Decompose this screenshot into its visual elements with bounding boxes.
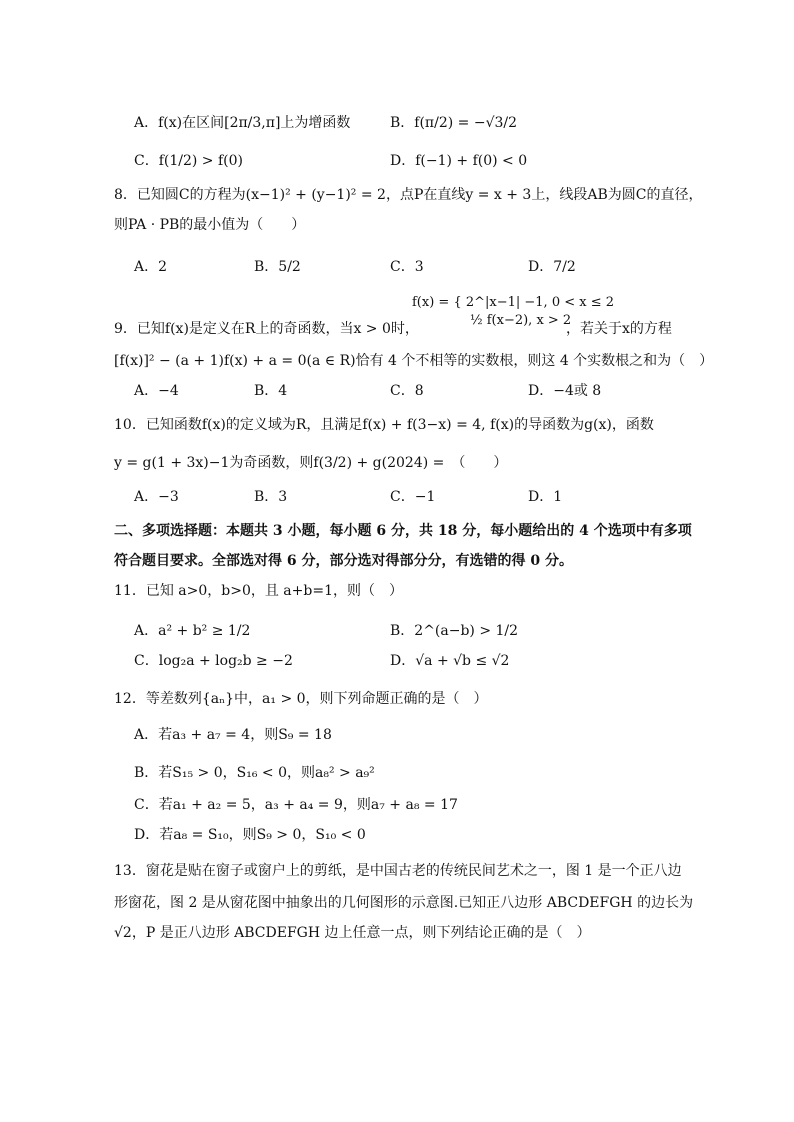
q7-option-a: A．f(x)在区间[2π/3,π]上为增函数 (134, 115, 351, 131)
section2-heading-line2: 符合题目要求。全部选对得 6 分，部分选对得部分分，有选错的得 0 分。 (114, 553, 573, 569)
q12-option-b: B．若S₁₅ > 0，S₁₆ < 0，则a₈² > a₉² (134, 765, 375, 781)
q9-stem-line1: 9．已知f(x)是定义在R上的奇函数，当x > 0时， (114, 321, 419, 337)
q8-stem-line2: 则PA · PB的最小值为（ ） (114, 217, 306, 233)
q8-option-d: D．7/2 (528, 259, 576, 275)
q7-option-d: D．f(−1) + f(0) < 0 (390, 153, 528, 169)
q8-option-a: A．2 (134, 259, 168, 275)
q13-stem-line3: √2，P 是正八边形 ABCDEFGH 边上任意一点，则下列结论正确的是（ ） (114, 925, 591, 941)
q12-option-d: D．若a₈ = S₁₀，则S₉ > 0，S₁₀ < 0 (134, 827, 366, 843)
q8-option-b: B．5/2 (254, 259, 301, 275)
q8-option-c: C．3 (390, 259, 424, 275)
q11-option-d: D．√a + √b ≤ √2 (390, 653, 510, 669)
q10-option-a: A．−3 (134, 489, 179, 505)
q12-stem: 12．等差数列{aₙ}中，a₁ > 0，则下列命题正确的是（ ） (114, 691, 488, 707)
q12-option-c: C．若a₁ + a₂ = 5，a₃ + a₄ = 9，则a₇ + a₈ = 17 (134, 797, 458, 813)
q11-stem: 11．已知 a>0，b>0，且 a+b=1，则（ ） (114, 583, 403, 599)
q10-option-d: D．1 (528, 489, 563, 505)
q9-stem-line2: [f(x)]² − (a + 1)f(x) + a = 0(a ∈ R)恰有 4 个不相等的实数根，则这 4 个实数根之和为（ ） (114, 353, 714, 369)
q11-option-c: C．log₂a + log₂b ≥ −2 (134, 653, 293, 669)
q10-option-c: C．−1 (390, 489, 436, 505)
q10-option-b: B．3 (254, 489, 288, 505)
q13-stem-line1: 13．窗花是贴在窗子或窗户上的剪纸，是中国古老的传统民间艺术之一，图 1 是一个正八边 (114, 863, 682, 879)
q9-option-b: B．4 (254, 383, 288, 399)
q9-option-a: A．−4 (134, 383, 179, 399)
section2-heading-line1: 二、多项选择题：本题共 3 小题，每小题 6 分，共 18 分，每小题给出的 4 个选项中有多项 (114, 523, 692, 539)
q7-option-b: B．f(π/2) = −√3/2 (390, 115, 518, 131)
q9-option-c: C．8 (390, 383, 424, 399)
q9-piecewise-row1: f(x) = { 2^|x−1| −1, 0 < x ≤ 2 (412, 295, 615, 310)
q9-piecewise-row2: ½ f(x−2), x > 2 (470, 313, 572, 328)
q11-option-b: B．2^(a−b) > 1/2 (390, 623, 519, 639)
q9-stem-line1b: ，若关于x的方程 (566, 321, 672, 337)
q9-option-d: D．−4或 8 (528, 383, 602, 399)
q12-option-a: A．若a₃ + a₇ = 4，则S₉ = 18 (134, 727, 332, 743)
q13-stem-line2: 形窗花，图 2 是从窗花图中抽象出的几何图形的示意图.已知正八边形 ABCDEFGH 的边长为 (114, 895, 694, 911)
q10-stem-line1: 10．已知函数f(x)的定义域为R，且满足f(x) + f(3−x) = 4, f(x)的导函数为g(x)，函数 (114, 417, 654, 433)
q8-stem-line1: 8．已知圆C的方程为(x−1)² + (y−1)² = 2，点P在直线y = x + 3上，线段AB为圆C的直径， (114, 187, 703, 203)
q7-option-c: C．f(1/2) > f(0) (134, 153, 243, 169)
q11-option-a: A．a² + b² ≥ 1/2 (134, 623, 251, 639)
q10-stem-line2: y = g(1 + 3x)−1为奇函数，则f(3/2) + g(2024) = （ ） (114, 455, 508, 471)
